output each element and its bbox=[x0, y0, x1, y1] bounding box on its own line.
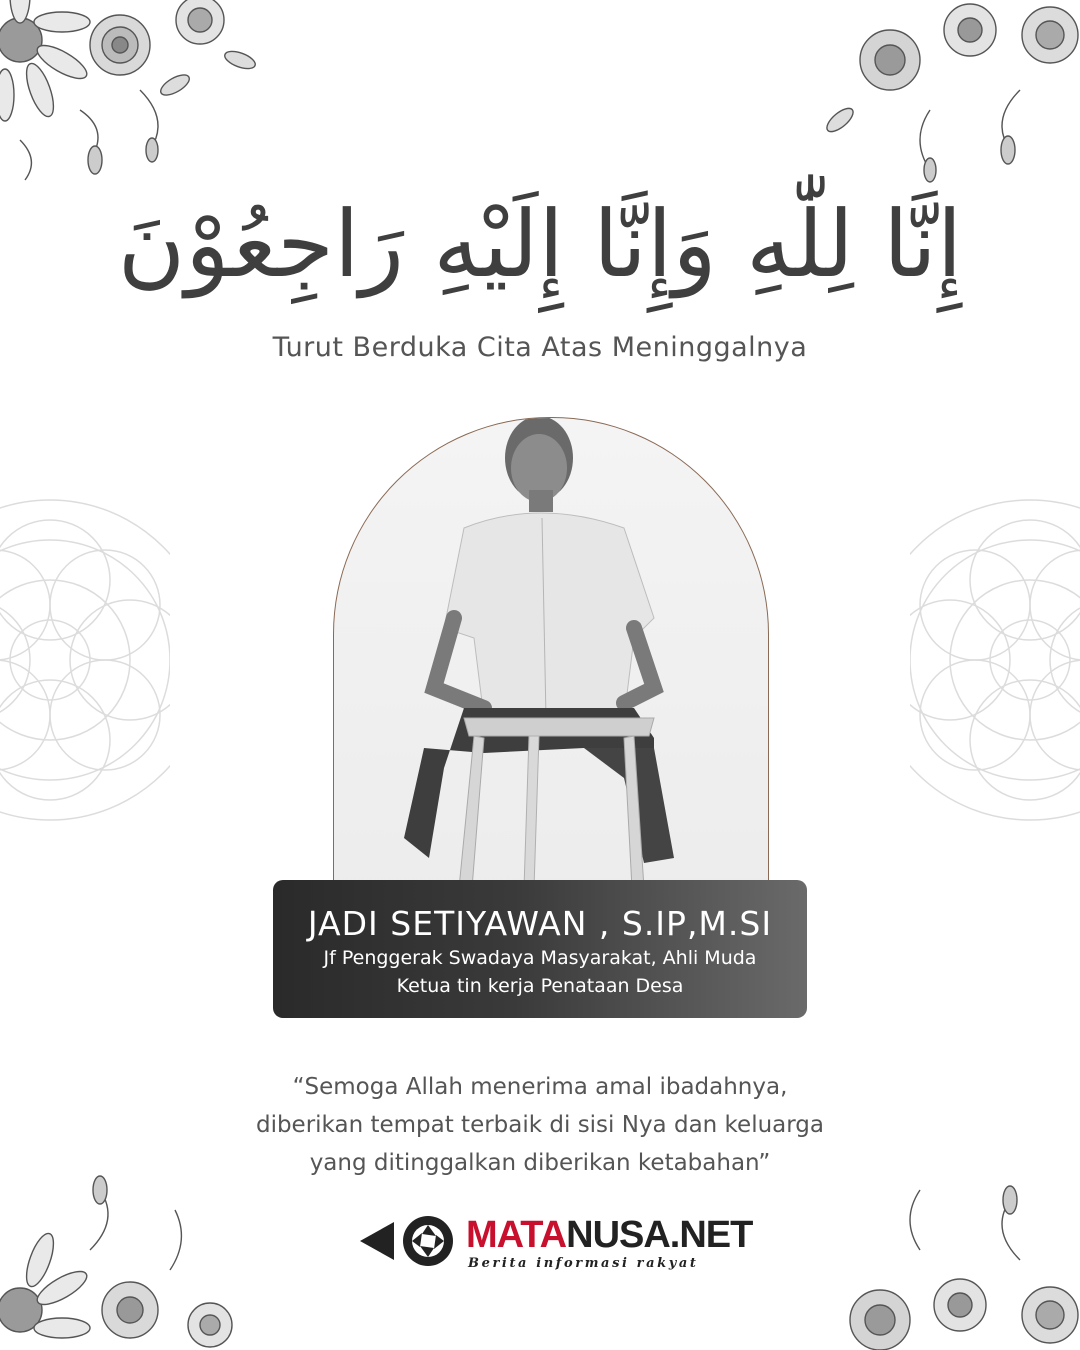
quote-line-1: “Semoga Allah menerima amal ibadahnya, bbox=[292, 1074, 788, 1100]
mandala-ornament-left bbox=[0, 430, 170, 890]
portrait-photo bbox=[334, 418, 768, 918]
condolence-heading: Turut Berduka Cita Atas Meninggalnya bbox=[272, 332, 808, 363]
floral-ornament-top-left bbox=[0, 0, 260, 200]
quote-line-3: yang ditinggalkan diberikan ketabahan” bbox=[309, 1150, 771, 1176]
logo-text-red: MATA bbox=[466, 1214, 567, 1256]
role-line-2: Ketua tin kerja Penataan Desa bbox=[396, 975, 684, 997]
arabic-calligraphy: إِنَّا لِلّٰهِ وَإِنَّا إِلَيْهِ رَاجِعُوْنَ bbox=[117, 191, 963, 298]
logo-tagline: Berita informasi rakyat bbox=[468, 1256, 699, 1271]
deceased-name: JADI SETIYAWAN , S.IP,M.SI bbox=[307, 904, 773, 943]
mandala-ornament-right bbox=[910, 430, 1080, 890]
mandala-icon bbox=[910, 430, 1080, 890]
floral-ornament-top-right bbox=[820, 0, 1080, 200]
camera-shutter-icon bbox=[360, 1214, 460, 1268]
logo-wordmark bbox=[466, 1210, 752, 1260]
role-line-1: Jf Penggerak Swadaya Masyarakat, Ahli Muda bbox=[323, 947, 757, 969]
flower-icon bbox=[820, 0, 1080, 200]
photo-arch-frame bbox=[333, 417, 769, 918]
prayer-quote bbox=[0, 1068, 1080, 1182]
quote-line-2: diberikan tempat terbaik di sisi Nya dan keluarga bbox=[255, 1112, 825, 1138]
name-plate bbox=[273, 880, 807, 1018]
mandala-icon bbox=[0, 430, 170, 890]
matanusa-logo bbox=[360, 1210, 753, 1280]
flower-icon bbox=[0, 0, 260, 200]
logo-text-dark: NUSA.NET bbox=[566, 1214, 753, 1256]
